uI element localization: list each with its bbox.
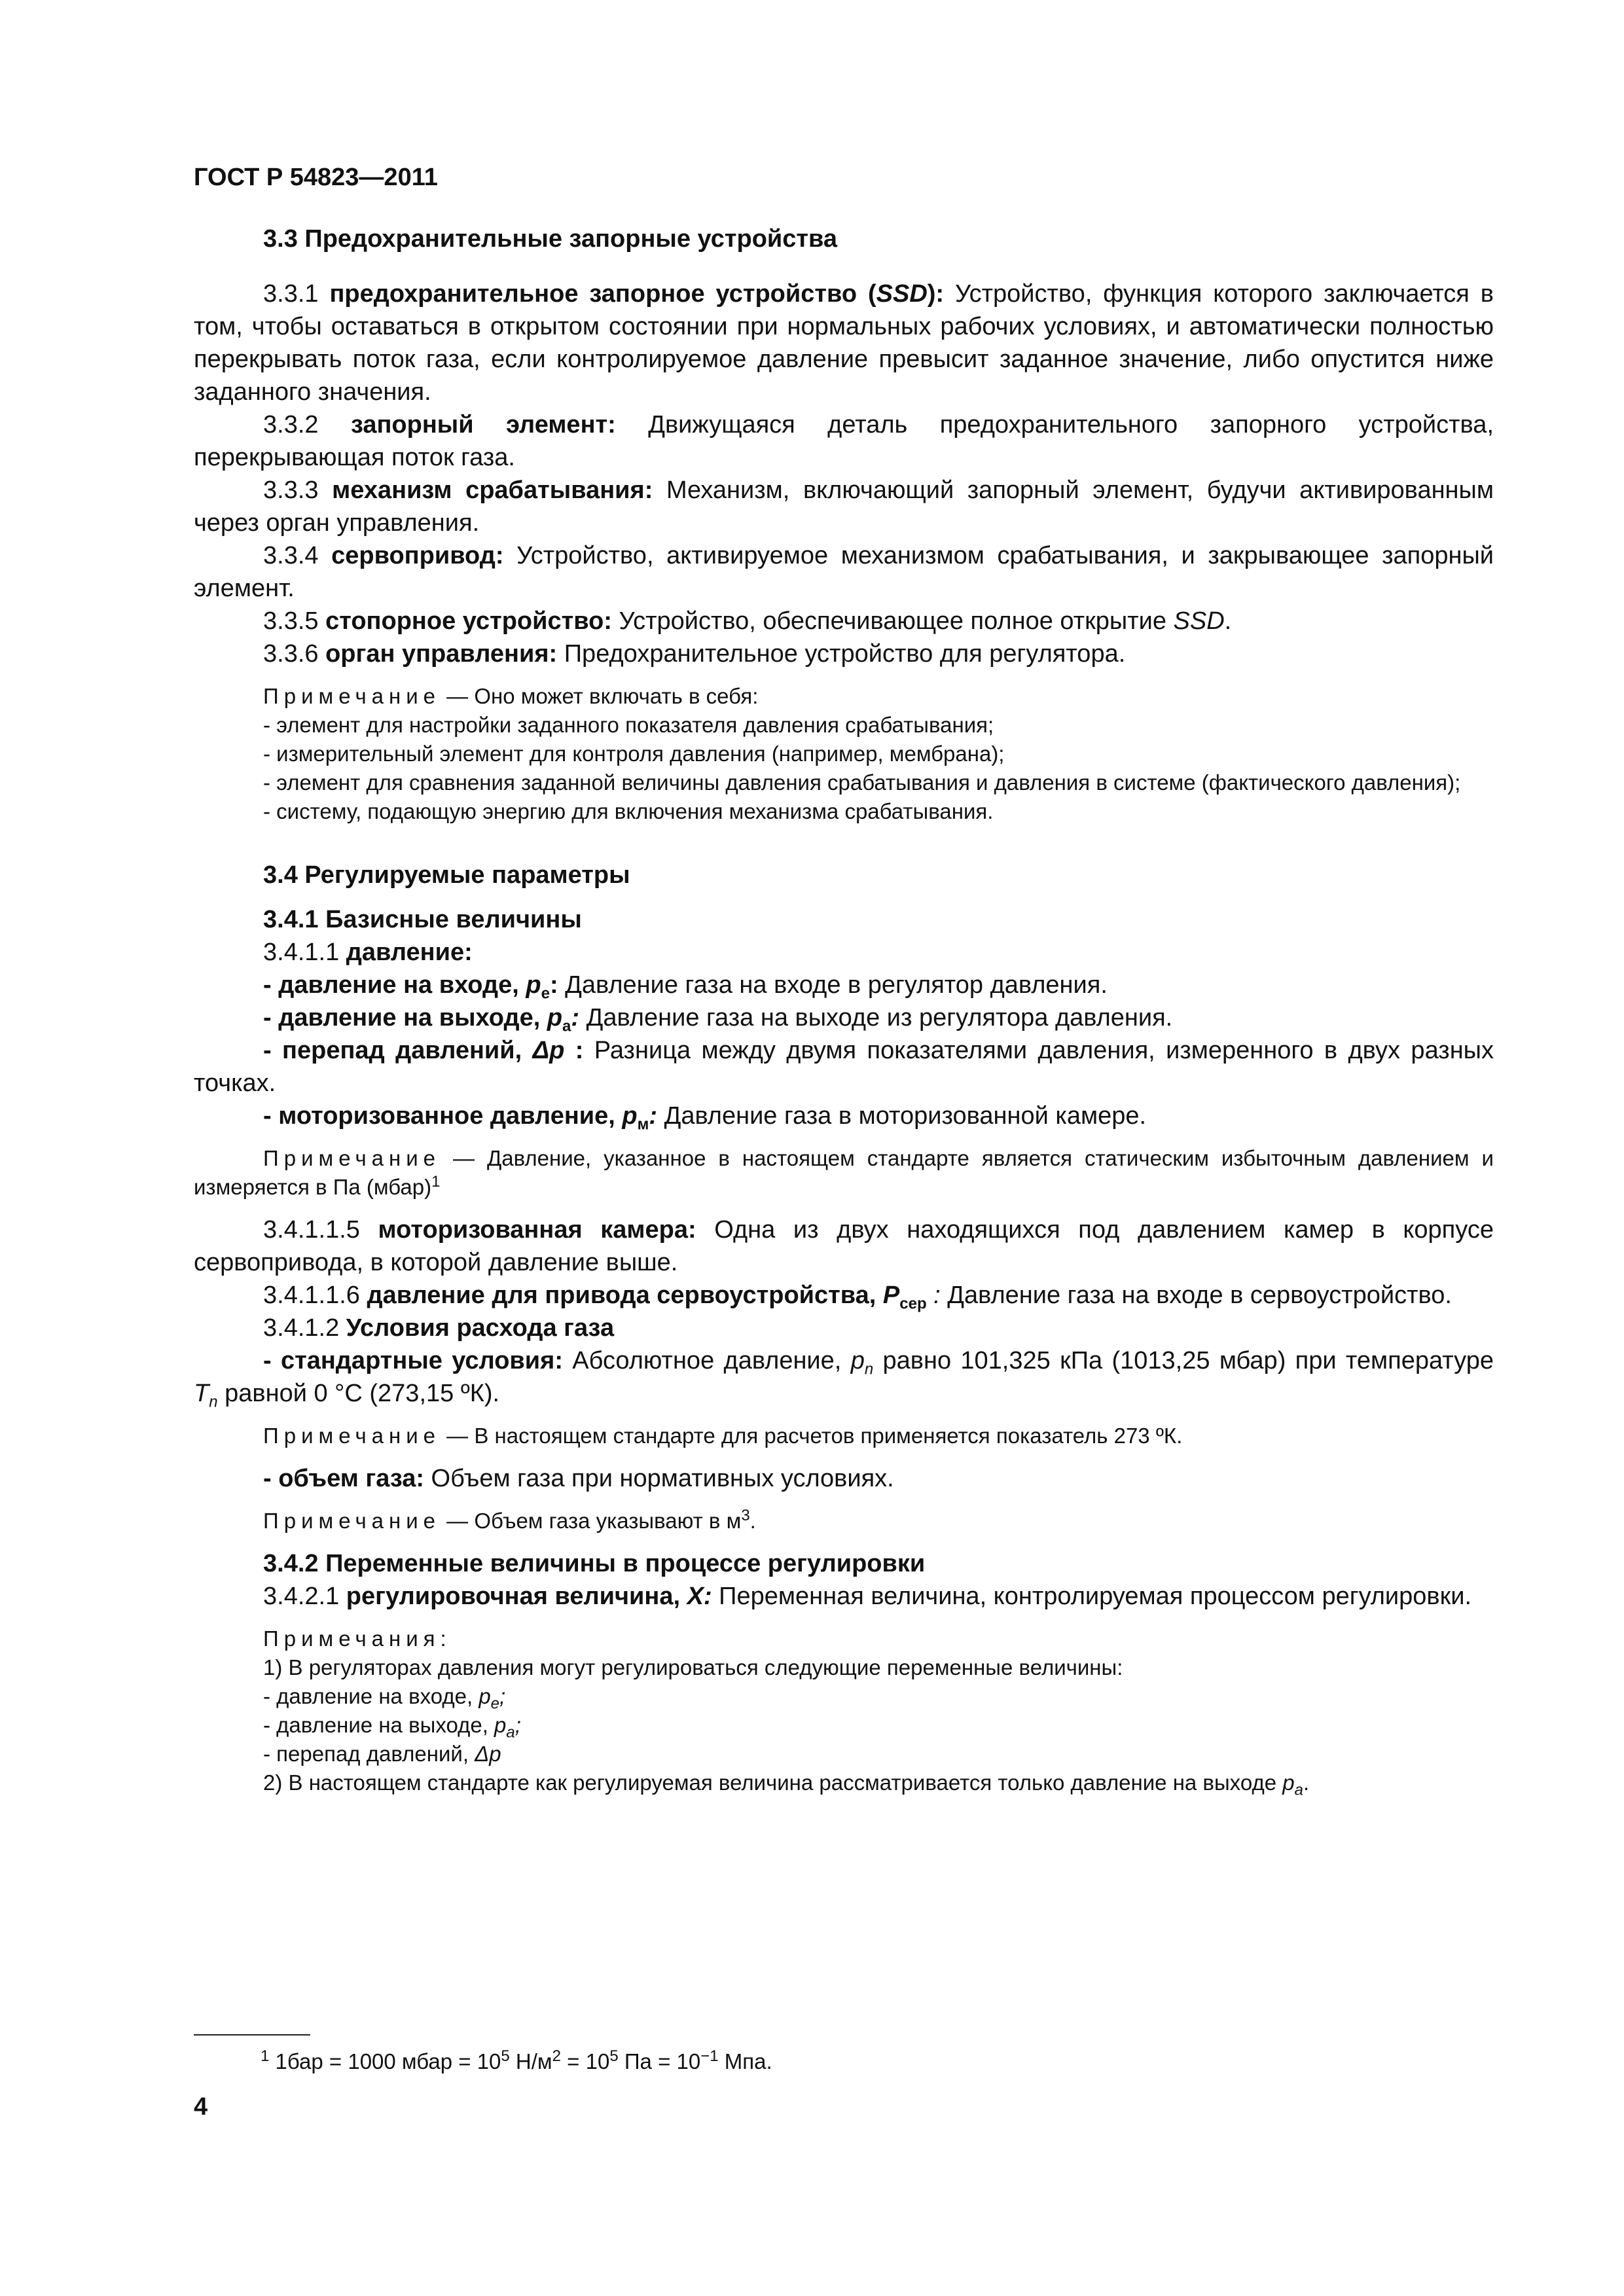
- term-pressure-difference: - перепад давлений, Δp : Разница между двумя показателями давления, измеренного в двух разных точках.: [194, 1037, 1494, 1097]
- clause-3-3-1: 3.3.1 предохранительное запорное устройство (SSD): Устройство, функция которого заключается в том, чтобы оставаться в открытом состоянии при нормальных рабочих условиях, и автоматически полностью перекрывать поток газа, если контролируемое давление превысит заданное значение, либо опустится ниже заданного значения.: [194, 280, 1494, 406]
- section-heading-3-4: 3.4 Регулируемые параметры: [263, 861, 630, 889]
- clause-3-3-3: 3.3.3 механизм срабатывания: Механизм, включающий запорный элемент, будучи активированным через орган управления.: [194, 476, 1494, 537]
- notes-label: Примечания:: [263, 1626, 452, 1651]
- note-volume: Примечание — Объем газа указывают в $м^3$.: [263, 1507, 756, 1533]
- note-273k: Примечание — В настоящем стандарте для расчетов применяется показатель 273 ºК.: [263, 1424, 1183, 1448]
- note-item: - давление на входе, $p_e$;: [263, 1684, 506, 1713]
- footnote-ref[interactable]: 1: [431, 1173, 441, 1191]
- note-item: 1) В регуляторах давления могут регулироваться следующие переменные величины:: [263, 1655, 1123, 1679]
- section-heading-3-4-2: 3.4.2 Переменные величины в процессе регулировки: [263, 1550, 926, 1577]
- note-label: Примечание: [263, 1509, 441, 1533]
- clause-3-3-6: 3.3.6 орган управления: Предохранительное устройство для регулятора.: [263, 640, 1126, 668]
- note-item: 2) В настоящем стандарте как регулируемая величина рассматривается только давление на выходе $p_a$.: [263, 1770, 1310, 1799]
- section-heading-3-3: 3.3 Предохранительные запорные устройства: [263, 225, 838, 253]
- note-label: Примечание: [263, 684, 441, 708]
- note-item: - элемент для сравнения заданной величины давления срабатывания и давления в системе (фактического давления);: [263, 770, 1461, 795]
- term-motorized-pressure: - моторизованное давление, $p_м$: Давление газа в моторизованной камере.: [263, 1102, 1147, 1134]
- note-item: - измерительный элемент для контроля давления (например, мембрана);: [263, 742, 1005, 766]
- term-gas-volume: - объем газа: Объем газа при нормативных условиях.: [263, 1465, 894, 1492]
- note-label: Примечание: [263, 1146, 441, 1170]
- clause-3-4-1-1: 3.4.1.1 давление:: [263, 939, 473, 966]
- clause-3-4-1-1-6: 3.4.1.1.6 давление для привода сервоустройства, $P_{сер}$ : Давление газа на входе в сервоустройство.: [263, 1282, 1452, 1313]
- term-inlet-pressure: - давление на входе, $p_e$: Давление газа на входе в регулятор давления.: [263, 971, 1108, 1003]
- term-outlet-pressure: - давление на выходе, $p_a$: Давление газа на выходе из регулятора давления.: [263, 1004, 1173, 1035]
- footnote: $^1$ 1бар = 1000 мбар = $10^5$ $Н/м^2 = 10^5$ Па = $10^{-1}$ Мпа.: [261, 2047, 772, 2073]
- note-item: - перепад давлений, Δp: [263, 1742, 501, 1766]
- note-item: - давление на выходе, $p_a$;: [263, 1713, 521, 1742]
- notes-3-4-2-1: [194, 1624, 1494, 1797]
- footnote-mark: 1: [261, 2047, 270, 2065]
- section-heading-3-4-1: 3.4.1 Базисные величины: [263, 906, 582, 933]
- clause-3-3-4: 3.3.4 сервопривод: Устройство, активируемое механизмом срабатывания, и закрывающее запорный элемент.: [194, 542, 1494, 602]
- document-header: ГОСТ Р 54823—2011: [194, 164, 438, 191]
- note-item: - элемент для настройки заданного показателя давления срабатывания;: [263, 713, 994, 737]
- page-body: [194, 223, 1494, 1797]
- note-pressure: Примечание — Давление, указанное в настоящем стандарте является статическим избыточным давлением и измеряется в Па (мбар)$^1$: [194, 1146, 1494, 1199]
- clause-3-4-1-1-5: 3.4.1.1.5 моторизованная камера: Одна из двух находящихся под давлением камер в корпусе сервопривода, в которой давление выше.: [194, 1216, 1494, 1276]
- page-number: 4: [194, 2093, 208, 2121]
- note-item: - систему, подающую энергию для включения механизма срабатывания.: [263, 799, 994, 823]
- note-3-3-6: Примечание — Оно может включать в себя: - элемент для настройки заданного показателя давления срабатывания; - измерительный элемент для контроля давления (например, мембрана); - элемент для сравнения заданной величины давления срабатывания и давления в системе (фактического давления); - систему, подающую энергию для включения механизма срабатывания.: [194, 682, 1494, 826]
- clause-3-3-5: 3.3.5 стопорное устройство: Устройство, обеспечивающее полное открытие SSD.: [263, 607, 1232, 635]
- clause-3-4-2-1: 3.4.2.1 регулировочная величина, X: Переменная величина, контролируемая процессом регулировки.: [263, 1583, 1472, 1610]
- term-standard-conditions: - стандартные условия: Абсолютное давление, $p_n$ равно 101,325 кПа (1013,25 мбар) при температуре $T_n$ равной 0 °С (273,15 ºК).: [194, 1347, 1494, 1411]
- note-label: Примечание: [263, 1424, 441, 1448]
- clause-3-4-1-2: 3.4.1.2 Условия расхода газа: [263, 1314, 615, 1342]
- clause-3-3-2: 3.3.2 запорный элемент: Движущаяся деталь предохранительного запорного устройства, перекрывающая поток газа.: [194, 411, 1494, 471]
- footnote-divider: [194, 2034, 310, 2036]
